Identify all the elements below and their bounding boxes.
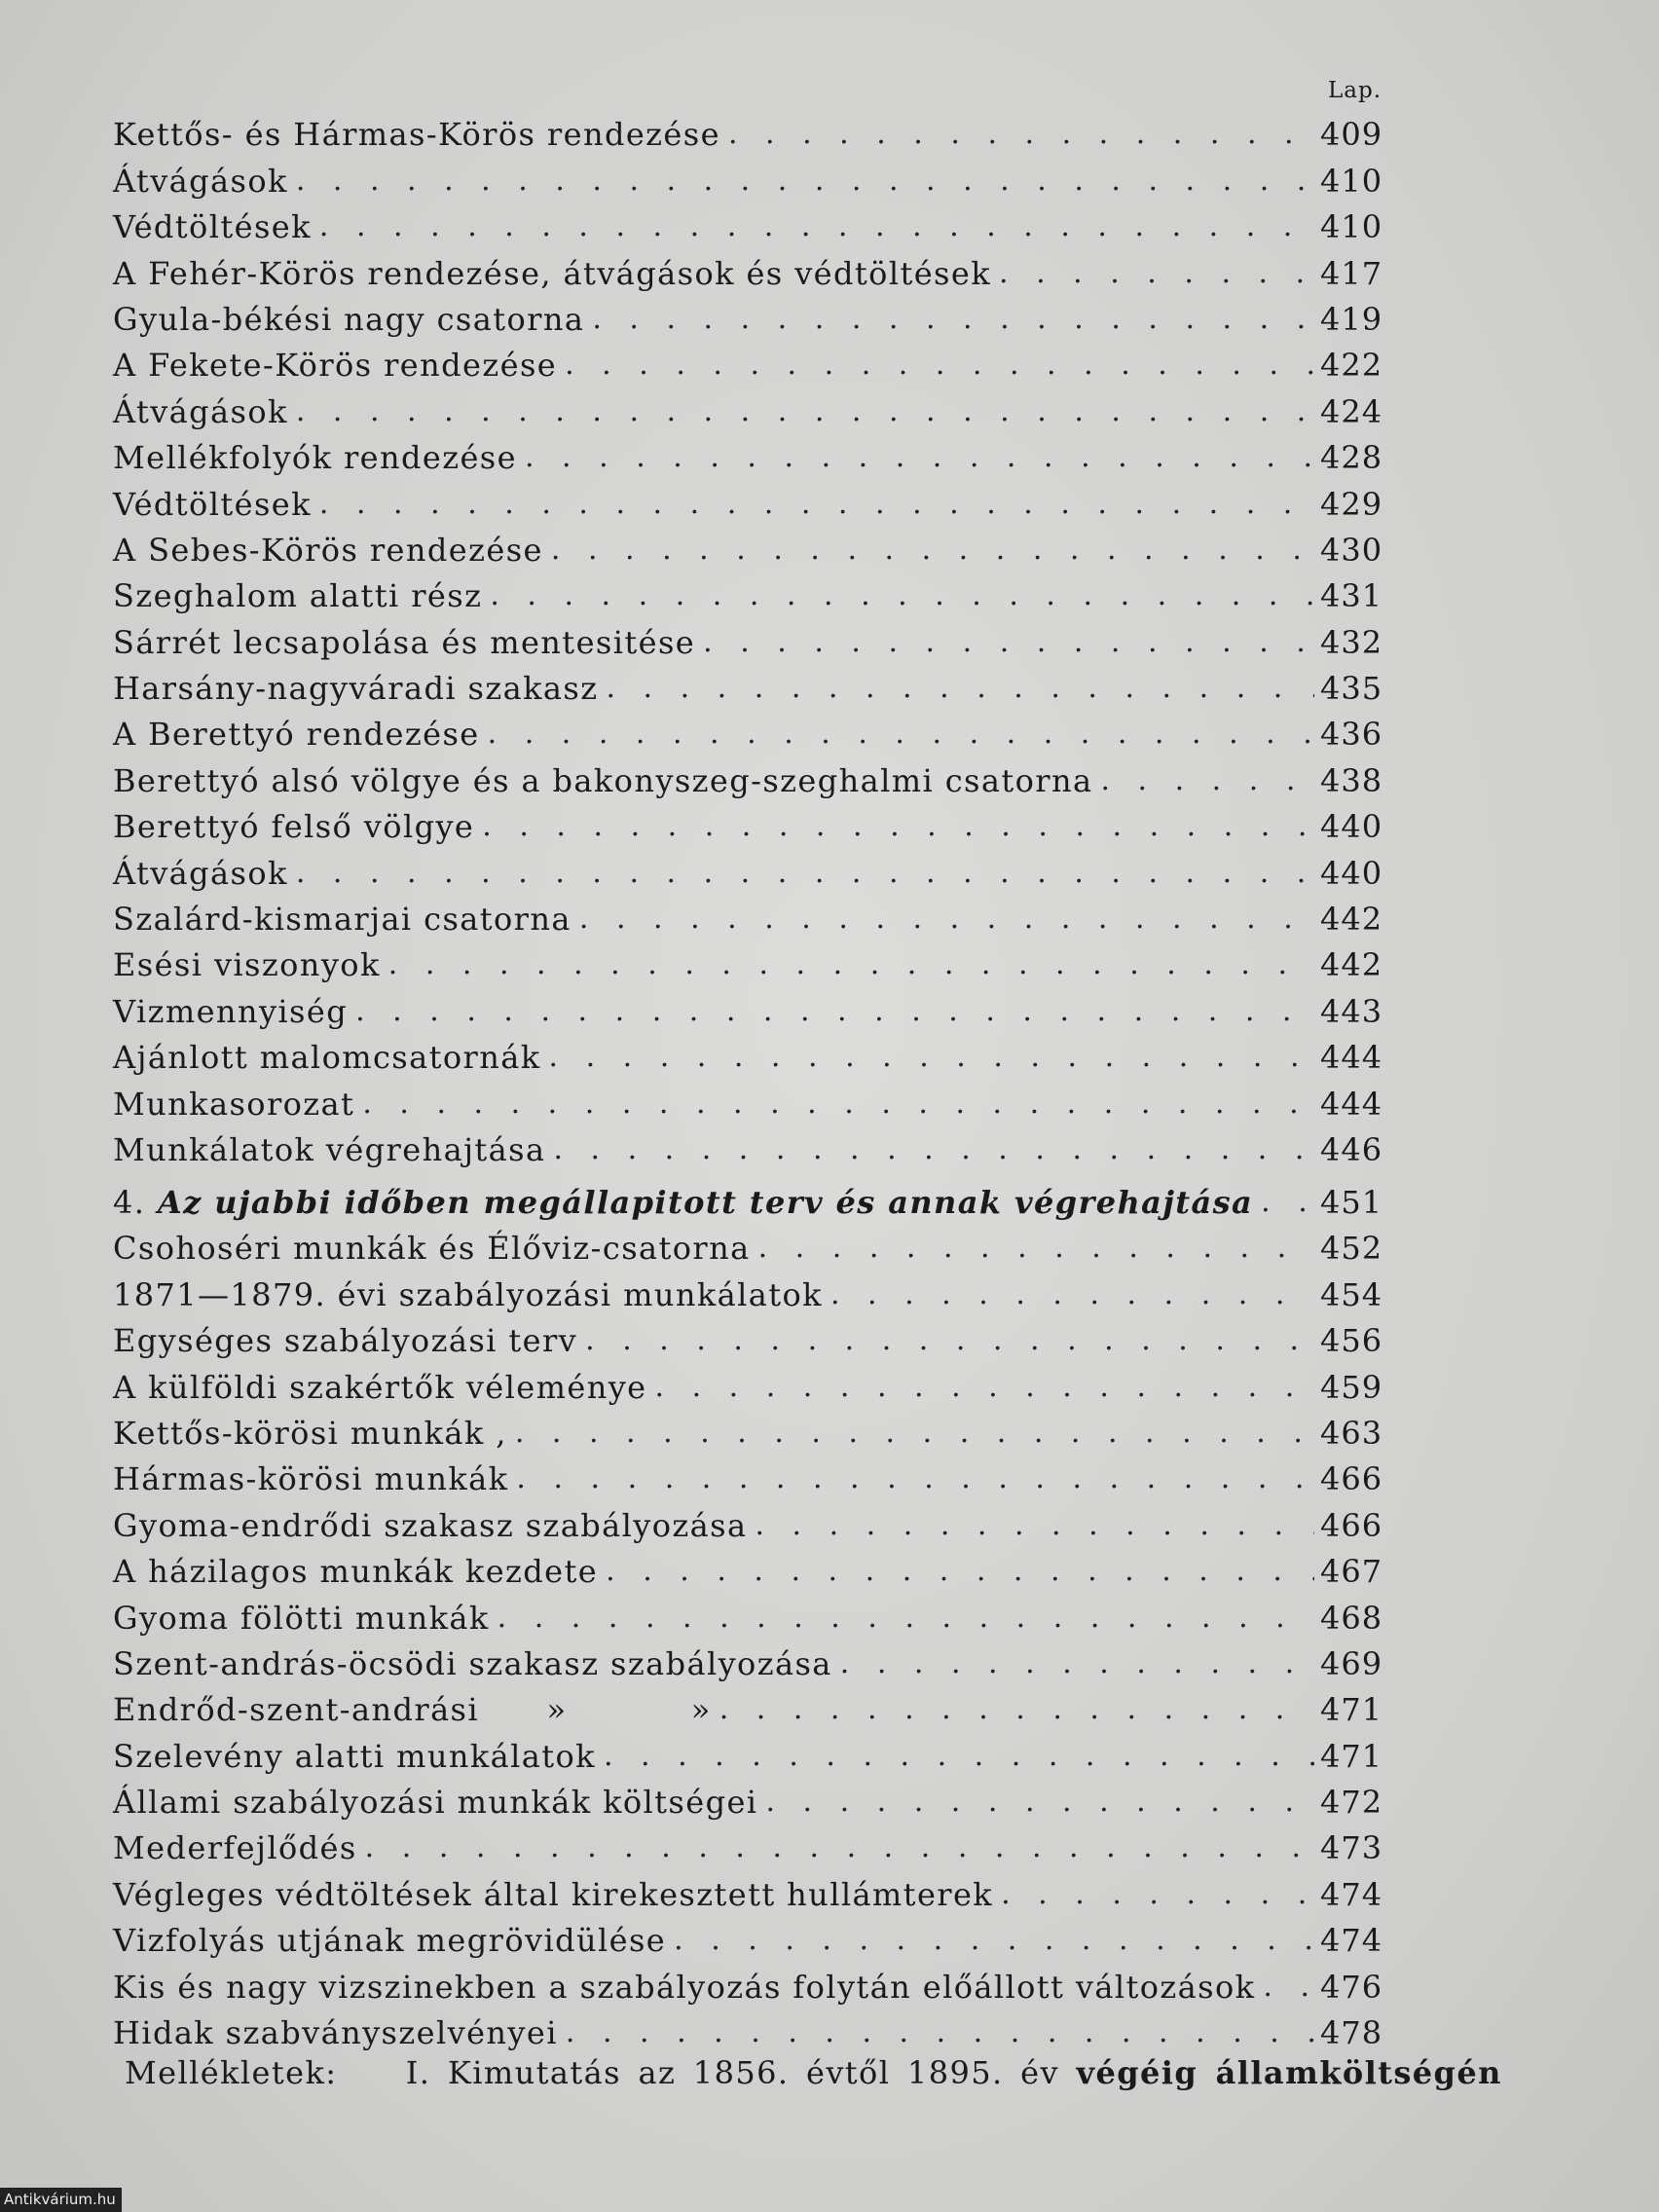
toc-entry-title: Munkálatok végrehajtása xyxy=(113,1130,546,1168)
toc-entry xyxy=(113,1590,1381,1636)
toc-entry-page: 428 xyxy=(1320,439,1383,477)
toc-entry-page: 432 xyxy=(1320,623,1383,661)
leader-dots xyxy=(1261,1188,1314,1221)
toc-entry-title: Hidak szabványszelvényei xyxy=(113,2014,558,2052)
toc-entry-title: Állami szabályozási munkák költségei xyxy=(113,1784,758,1822)
toc-entry xyxy=(113,1267,1381,1312)
toc-entry-title: Vizmennyiség xyxy=(113,992,349,1030)
toc-entry xyxy=(113,292,1381,338)
leader-dots xyxy=(703,628,1314,661)
leader-dots xyxy=(319,212,1314,245)
leader-dots xyxy=(604,1742,1314,1775)
leader-dots xyxy=(296,859,1314,892)
leader-dots xyxy=(674,1926,1314,1959)
toc-entry-title: Kis és nagy vizszinekben a szabályozás folytán előállott változások xyxy=(113,1968,1256,2006)
leader-dots xyxy=(566,2018,1314,2051)
section-heading xyxy=(113,1184,1261,1221)
toc-entry-title: A Fekete-Körös rendezése xyxy=(113,347,558,385)
toc-section-heading xyxy=(113,1168,1381,1221)
toc-entry-page: 430 xyxy=(1320,531,1383,569)
toc-entry xyxy=(113,892,1381,938)
toc-entry-title: A Berettyó rendezése xyxy=(113,716,480,754)
toc-entry-page: 466 xyxy=(1320,1460,1383,1498)
toc-entry-page: 466 xyxy=(1320,1506,1383,1544)
toc-entry-page: 410 xyxy=(1320,208,1383,246)
leader-dots xyxy=(488,719,1314,753)
leader-dots xyxy=(498,1604,1314,1637)
toc-entry-page: 417 xyxy=(1320,254,1383,292)
toc-entry xyxy=(113,707,1381,753)
leader-dots xyxy=(719,1695,1314,1728)
toc-entry xyxy=(113,799,1381,845)
toc-entry-title: Szent-andrás-öcsödi szakasz szabályozása xyxy=(113,1644,832,1682)
toc-entry-title: Mellékfolyók rendezése xyxy=(113,439,517,477)
toc-entry-page: 435 xyxy=(1320,670,1383,708)
toc-entry-title: Endrőd-szent-andrási » » xyxy=(113,1691,712,1729)
toc-entry xyxy=(113,153,1381,199)
toc-entry-title: Munkasorozat xyxy=(113,1085,355,1123)
leader-dots xyxy=(655,1373,1314,1406)
appendix-label: Mellékletek: xyxy=(125,2054,338,2091)
toc-entry xyxy=(113,1544,1381,1590)
toc-entry xyxy=(113,1775,1381,1821)
section-number: 4. xyxy=(113,1183,146,1221)
toc-entry-page: 419 xyxy=(1320,300,1383,338)
toc-entry xyxy=(113,661,1381,707)
toc-entry xyxy=(113,1913,1381,1959)
toc-entry xyxy=(113,1682,1381,1728)
toc-entry-page: 459 xyxy=(1320,1368,1383,1406)
leader-dots xyxy=(296,166,1314,200)
toc-entry-title: Szelevény alatti munkálatok xyxy=(113,1737,596,1775)
leader-dots xyxy=(482,812,1314,845)
toc-entry-page: 443 xyxy=(1320,992,1383,1030)
toc-entry-page: 467 xyxy=(1320,1553,1383,1591)
toc-entry xyxy=(113,938,1381,983)
toc-entry-page: 431 xyxy=(1320,577,1383,615)
toc-entry-page: 473 xyxy=(1320,1829,1383,1867)
toc-entry-page: 442 xyxy=(1320,946,1383,984)
toc-entry-page: 476 xyxy=(1320,1968,1383,2006)
toc-entry-page: 451 xyxy=(1320,1183,1383,1221)
toc-entry-page: 409 xyxy=(1320,116,1383,154)
toc-entry-title: Ajánlott malomcsatornák xyxy=(113,1039,541,1077)
toc-entry-page: 472 xyxy=(1320,1784,1383,1822)
leader-dots xyxy=(490,581,1314,614)
leader-dots xyxy=(830,1280,1314,1313)
toc-entry xyxy=(113,1030,1381,1076)
leader-dots xyxy=(840,1649,1314,1682)
toc-entry-title: Átvágások xyxy=(113,162,288,200)
toc-entry xyxy=(113,753,1381,798)
leader-dots xyxy=(355,997,1314,1030)
toc-entry-page: 438 xyxy=(1320,761,1383,799)
toc-entry-page: 440 xyxy=(1320,808,1383,846)
toc-entry-title: Szalárd-kismarjai csatorna xyxy=(113,901,571,939)
toc-entry-title: Hármas-körösi munkák xyxy=(113,1460,509,1498)
toc-entry xyxy=(113,430,1381,476)
toc-entry xyxy=(113,1637,1381,1682)
watermark: Antikvárium.hu xyxy=(0,2188,122,2212)
leader-dots xyxy=(579,904,1314,938)
leader-dots xyxy=(553,1135,1314,1168)
toc-entry-page: 468 xyxy=(1320,1599,1383,1637)
toc-entry xyxy=(113,245,1381,291)
leader-dots xyxy=(585,1326,1314,1359)
leader-dots xyxy=(728,120,1314,153)
toc-entry xyxy=(113,1497,1381,1543)
toc-entry xyxy=(113,1728,1381,1774)
leader-dots xyxy=(755,1511,1314,1544)
toc-entry-title: A Fehér-Körös rendezése, átvágások és védtöltések xyxy=(113,254,992,292)
toc-entry xyxy=(113,2006,1381,2051)
toc-entry-title: Berettyó alsó völgye és a bakonyszeg-szeghalmi csatorna xyxy=(113,761,1093,799)
leader-dots xyxy=(551,535,1314,569)
toc-entry-title: Egységes szabályozási terv xyxy=(113,1322,578,1360)
toc-entry-title: Végleges védtöltések által kirekesztett hullámterek xyxy=(113,1875,994,1913)
leader-dots xyxy=(515,1419,1314,1452)
leader-dots xyxy=(765,1788,1314,1821)
section-title: Az ujabbi időben megállapitott terv és annak végrehajtása xyxy=(157,1183,1254,1221)
toc-entry-title: Gyula-békési nagy csatorna xyxy=(113,300,585,338)
toc-entry xyxy=(113,1123,1381,1168)
toc-entry-page: 454 xyxy=(1320,1275,1383,1313)
toc-entry-title: Kettős- és Hármas-Körös rendezése xyxy=(113,116,720,154)
toc-entry-page: 474 xyxy=(1320,1875,1383,1913)
toc-entry xyxy=(113,1076,1381,1122)
toc-entry-title: Berettyó felső völgye xyxy=(113,808,475,846)
toc-entry-title: Szeghalom alatti rész xyxy=(113,577,483,615)
toc-entry-page: 436 xyxy=(1320,716,1383,754)
toc-entry xyxy=(113,845,1381,891)
leader-dots xyxy=(516,1464,1314,1497)
toc-entry xyxy=(113,1452,1381,1497)
toc-entry xyxy=(113,1866,1381,1912)
toc-entry xyxy=(113,107,1381,153)
toc-entry-title: Esési viszonyok xyxy=(113,946,381,984)
toc-entry-title: Mederfejlődés xyxy=(113,1829,357,1867)
toc-entry xyxy=(113,200,1381,245)
toc-entry-page: 478 xyxy=(1320,2014,1383,2052)
leader-dots xyxy=(319,490,1314,523)
toc-entry-title: Átvágások xyxy=(113,392,288,430)
leader-dots xyxy=(525,443,1314,476)
page-column-header: Lap. xyxy=(1328,78,1382,103)
toc-entry xyxy=(113,523,1381,569)
toc-entry-title: A Sebes-Körös rendezése xyxy=(113,531,543,569)
toc-entry xyxy=(113,569,1381,614)
leader-dots xyxy=(592,305,1314,338)
toc-entry xyxy=(113,1959,1381,2005)
toc-entry-title: Átvágások xyxy=(113,854,288,892)
toc-entry xyxy=(113,1406,1381,1452)
toc-entry xyxy=(113,338,1381,384)
toc-entry-title: Csohoséri munkák és Élőviz-csatorna xyxy=(113,1230,751,1268)
toc-entry xyxy=(113,1313,1381,1359)
toc-entry-page: 469 xyxy=(1320,1644,1383,1682)
toc-entry-title: A külföldi szakértők véleménye xyxy=(113,1368,647,1406)
leader-dots xyxy=(565,350,1314,384)
toc-entry-title: Vizfolyás utjának megrövidülése xyxy=(113,1922,667,1960)
toc-entry-page: 440 xyxy=(1320,854,1383,892)
toc-entry-title: 1871—1879. évi szabályozási munkálatok xyxy=(113,1275,823,1313)
leader-dots xyxy=(1001,1880,1314,1913)
toc-entry-title: A házilagos munkák kezdete xyxy=(113,1553,599,1591)
toc-entry-page: 410 xyxy=(1320,162,1383,200)
toc-entry-title: Harsány-nagyváradi szakasz xyxy=(113,670,599,708)
toc-entry-page: 452 xyxy=(1320,1230,1383,1268)
appendix-text: I. Kimutatás az 1856. évtől 1895. év xyxy=(405,2054,1059,2091)
toc-entry-page: 463 xyxy=(1320,1414,1383,1452)
leader-dots xyxy=(606,674,1314,707)
leader-dots xyxy=(388,950,1314,983)
appendix-text-bold: végéig államköltségén xyxy=(1076,2054,1502,2091)
leader-dots xyxy=(549,1043,1315,1076)
leader-dots xyxy=(362,1089,1314,1123)
leader-dots xyxy=(296,397,1314,430)
toc-entry-page: 471 xyxy=(1320,1737,1383,1775)
toc-entry-page: 444 xyxy=(1320,1039,1383,1077)
toc-entry-page: 446 xyxy=(1320,1130,1383,1168)
toc-entry-title: Kettős-körösi munkák , xyxy=(113,1414,507,1452)
toc-entry xyxy=(113,983,1381,1029)
toc-entry-page: 422 xyxy=(1320,347,1383,385)
leader-dots xyxy=(999,259,1314,292)
toc-entry xyxy=(113,614,1381,660)
leader-dots xyxy=(1263,1972,1314,2006)
leader-dots xyxy=(365,1833,1314,1866)
table-of-contents xyxy=(113,107,1381,2051)
toc-entry-page: 444 xyxy=(1320,1085,1383,1123)
toc-entry xyxy=(113,476,1381,522)
toc-entry-page: 456 xyxy=(1320,1322,1383,1360)
toc-entry-title: Gyoma-endrődi szakasz szabályozása xyxy=(113,1506,748,1544)
toc-entry xyxy=(113,1821,1381,1866)
toc-entry-page: 474 xyxy=(1320,1922,1383,1960)
leader-dots xyxy=(1100,766,1314,799)
toc-entry-title: Védtöltések xyxy=(113,208,312,246)
toc-entry xyxy=(113,1359,1381,1405)
toc-entry xyxy=(113,1221,1381,1267)
toc-entry-title: Sárrét lecsapolása és mentesitése xyxy=(113,623,696,661)
leader-dots xyxy=(758,1234,1314,1267)
toc-entry-page: 442 xyxy=(1320,901,1383,939)
toc-entry-title: Gyoma fölötti munkák xyxy=(113,1599,490,1637)
toc-entry-page: 471 xyxy=(1320,1691,1383,1729)
leader-dots xyxy=(606,1557,1314,1590)
toc-entry-title: Védtöltések xyxy=(113,485,312,523)
appendix-line xyxy=(125,2054,1502,2091)
toc-entry xyxy=(113,384,1381,429)
toc-entry-page: 424 xyxy=(1320,392,1383,430)
toc-entry-page: 429 xyxy=(1320,485,1383,523)
